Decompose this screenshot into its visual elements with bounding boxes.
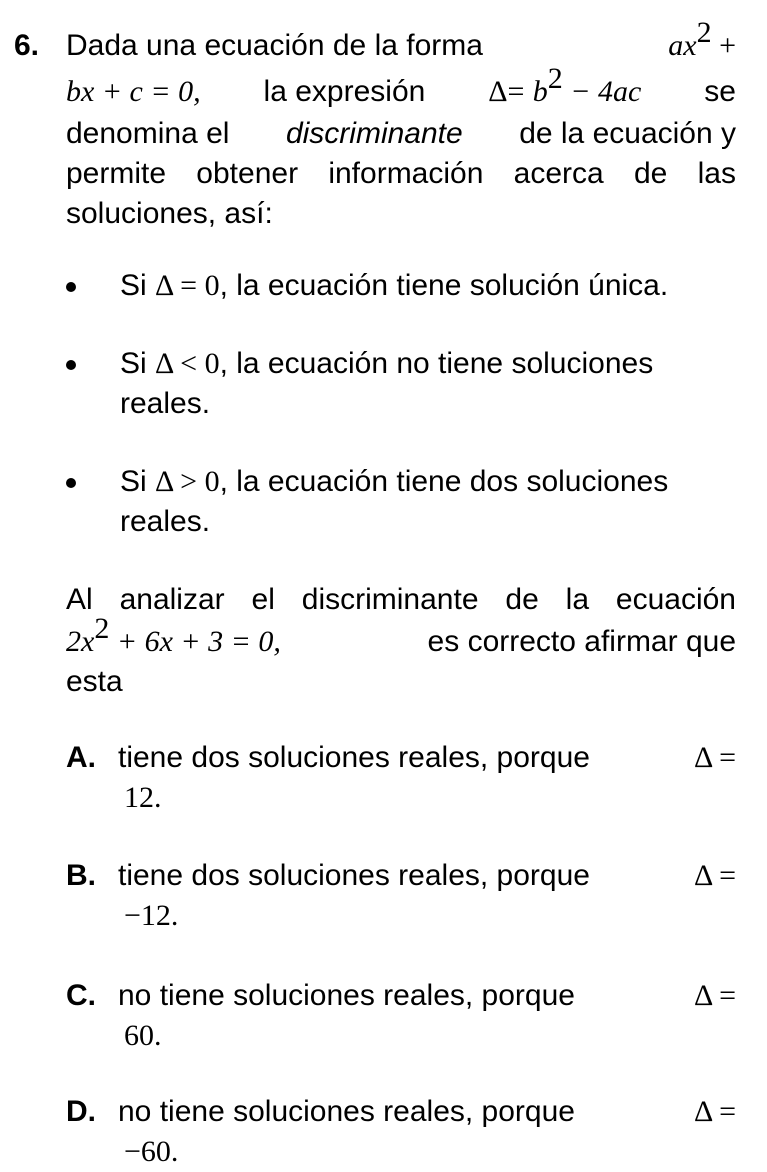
intro-line-3	[66, 114, 736, 154]
analysis-line-1: Al analizar el discriminante de la ecuación	[66, 583, 736, 616]
bullet-icon	[66, 282, 76, 292]
option-c[interactable]	[66, 976, 736, 1052]
question-page: 6. Dada una ecuación de la forma $ax^2$ + bx + c = 0, la expresión $\Delta= b^2 - 4ac$ se denomina el discriminante de la ecuación y permite obtener información acerca de las soluciones, así: Si Δ = 0, la ecuación tiene solución única. Si Δ < 0, la ecuación no tiene soluciones reales. Si Δ > 0, la ecuación tiene dos soluciones reales. Al analizar el discriminante de la ecuación $2x^2 + 6x + 3 = 0$, es correcto afirmar que esta A. tiene dos soluciones reales, porque Δ = 12. B. tiene dos soluciones reales, porque Δ = −12. C. no tiene soluciones reales, porque Δ = 60. D. no tiene soluciones reales, porque Δ = −60.	[0, 0, 767, 1170]
intro-line-4: permite obtener información acerca de las	[66, 157, 736, 190]
analysis-line-2	[66, 612, 736, 662]
discriminant-formula: $\Delta= b^2 - 4ac$	[488, 62, 642, 108]
intro-text-3a: denomina el	[66, 117, 230, 150]
analysis-line-3: esta	[66, 665, 123, 698]
option-text: no tiene soluciones reales, porque	[118, 979, 575, 1012]
intro-text-2a: la expresión	[263, 75, 426, 108]
option-value: 60.	[124, 1019, 162, 1052]
bullet-icon	[66, 478, 76, 488]
intro-text-1: Dada una ecuación de la forma	[66, 29, 483, 62]
option-b[interactable]	[66, 856, 736, 932]
analysis-text-2: es correcto afirmar que	[427, 625, 736, 658]
equation-math: $2x^2 + 6x + 3 = 0$,	[66, 612, 281, 658]
bullet-icon	[66, 360, 76, 370]
option-letter: D.	[66, 1095, 96, 1128]
intro-math-2: bx + c = 0,	[66, 75, 201, 108]
option-text: tiene dos soluciones reales, porque	[118, 859, 590, 892]
intro-text-3b: de la ecuación y	[519, 117, 736, 150]
condition-math: Δ < 0	[155, 347, 220, 380]
option-delta: Δ =	[693, 979, 736, 1012]
option-letter: C.	[66, 979, 96, 1012]
bullet-continuation: reales.	[120, 505, 211, 538]
option-value: −12.	[124, 899, 179, 932]
intro-text-2b: se	[704, 75, 736, 108]
intro-math-1: $ax^2$ +	[668, 16, 736, 62]
discriminante-term: discriminante	[285, 117, 463, 150]
option-a[interactable]	[66, 738, 736, 814]
intro-line-5: soluciones, así:	[66, 197, 273, 230]
option-delta: Δ =	[693, 741, 736, 774]
condition-math: Δ > 0	[155, 465, 220, 498]
option-text: no tiene soluciones reales, porque	[118, 1095, 575, 1128]
option-letter: A.	[66, 741, 96, 774]
option-value: −60.	[124, 1135, 179, 1168]
option-letter: B.	[66, 859, 96, 892]
option-delta: Δ =	[693, 1095, 736, 1128]
option-text: tiene dos soluciones reales, porque	[118, 741, 590, 774]
option-delta: Δ =	[693, 859, 736, 892]
intro-line-1	[66, 16, 736, 66]
condition-math: Δ = 0	[155, 269, 220, 302]
bullet-continuation: reales.	[120, 387, 211, 420]
question-number: 6.	[14, 29, 40, 62]
option-d[interactable]	[66, 1092, 736, 1168]
option-value: 12.	[124, 781, 162, 814]
intro-line-2	[66, 62, 736, 112]
